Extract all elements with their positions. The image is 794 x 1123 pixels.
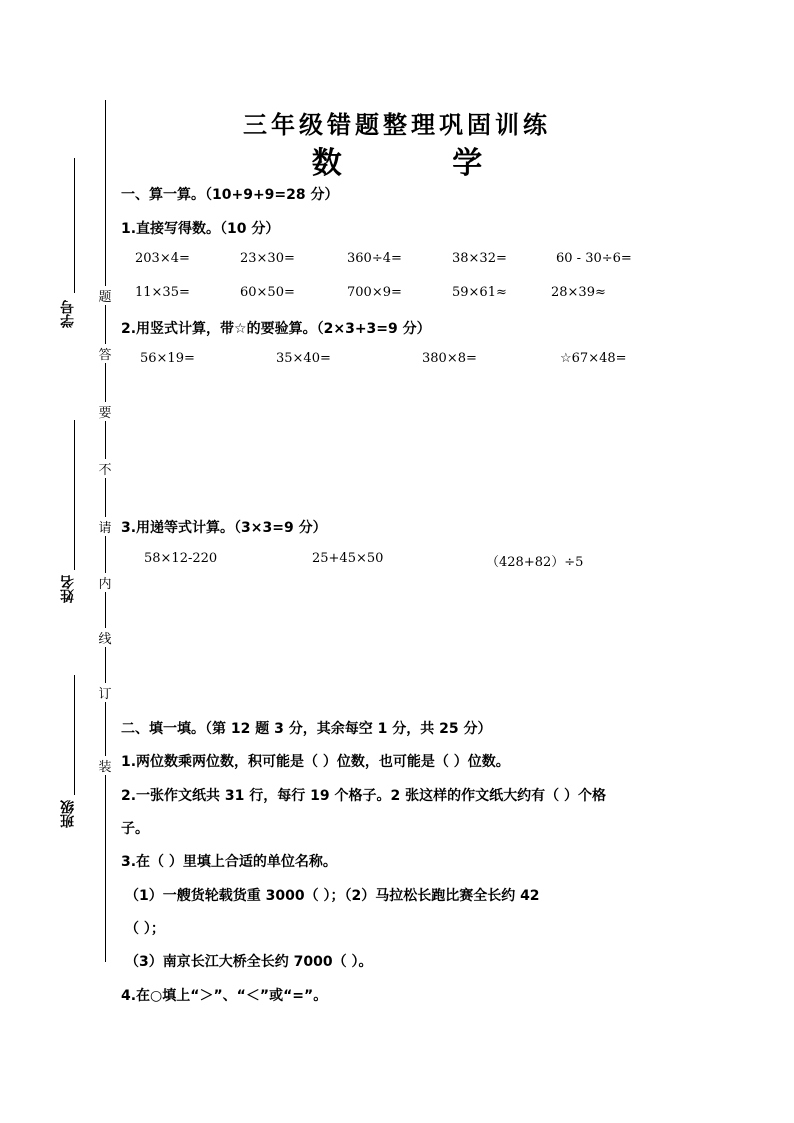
seal-char: 不 <box>96 459 114 478</box>
seal-char: 答 <box>96 344 114 363</box>
calc-item: 28×39≈ <box>551 285 606 300</box>
calc-item: 60 - 30÷6= <box>556 251 632 266</box>
vertical-calc-item: 56×19= <box>140 351 195 366</box>
name-line <box>74 420 75 570</box>
calc-item: 38×32= <box>452 251 507 266</box>
stepwise-calc-item: （428+82）÷5 <box>486 555 584 570</box>
seal-char: 题 <box>96 286 114 305</box>
stepwise-calc-item: 25+45×50 <box>312 551 384 566</box>
class-label: 班级 <box>60 800 76 828</box>
q2-label: 2.用竖式计算，带☆的要验算。（2×3+3=9 分） <box>121 321 431 337</box>
calc-item: 60×50= <box>240 285 295 300</box>
section2-heading: 二、填一填。（第 12 题 3 分，其余每空 1 分，共 25 分） <box>121 721 492 737</box>
stepwise-calc-item: 58×12-220 <box>144 551 218 566</box>
seal-char: 内 <box>96 573 114 592</box>
calc-item: 203×4= <box>135 251 190 266</box>
calc-item: 23×30= <box>240 251 295 266</box>
fill-line: （1）一艘货轮载货重 3000（ ）；（2）马拉松长跑比赛全长约 42 <box>125 888 540 904</box>
calc-item: 11×35= <box>135 285 190 300</box>
class-line <box>74 675 75 795</box>
seal-char: 请 <box>96 517 114 536</box>
page-title: 三年级错题整理巩固训练 <box>243 111 551 139</box>
seal-char: 装 <box>96 756 114 775</box>
calc-item: 59×61≈ <box>452 285 507 300</box>
vertical-calc-item: ☆67×48= <box>560 351 627 366</box>
name-label: 姓名 <box>60 575 76 603</box>
calc-item: 700×9= <box>347 285 402 300</box>
vertical-calc-item: 380×8= <box>422 351 477 366</box>
q1-label: 1.直接写得数。（10 分） <box>121 221 280 237</box>
vertical-calc-item: 35×40= <box>276 351 331 366</box>
fill-line: （ ）； <box>125 921 165 937</box>
subject-title: 数 学 <box>311 146 533 181</box>
calc-item: 360÷4= <box>347 251 402 266</box>
q3-label: 3.用递等式计算。（3×3=9 分） <box>121 520 327 536</box>
seal-char: 线 <box>96 628 114 647</box>
fill-line: （3）南京长江大桥全长约 7000（ ）。 <box>125 954 373 970</box>
section1-heading: 一、算一算。（10+9+9=28 分） <box>121 187 339 203</box>
fill-line: 3.在（ ）里填上合适的单位名称。 <box>121 854 337 870</box>
fill-line: 4.在○填上“＞”、“＜”或“=”。 <box>121 988 328 1004</box>
student-id-label: 学号 <box>60 300 76 328</box>
seal-char: 订 <box>96 683 114 702</box>
fill-line: 2.一张作文纸共 31 行，每行 19 个格子。2 张这样的作文纸大约有（ ）个格 <box>121 788 607 804</box>
seal-char: 要 <box>96 402 114 421</box>
fill-line: 子。 <box>121 821 149 837</box>
fill-line: 1.两位数乘两位数，积可能是（ ）位数，也可能是（ ）位数。 <box>121 754 510 770</box>
